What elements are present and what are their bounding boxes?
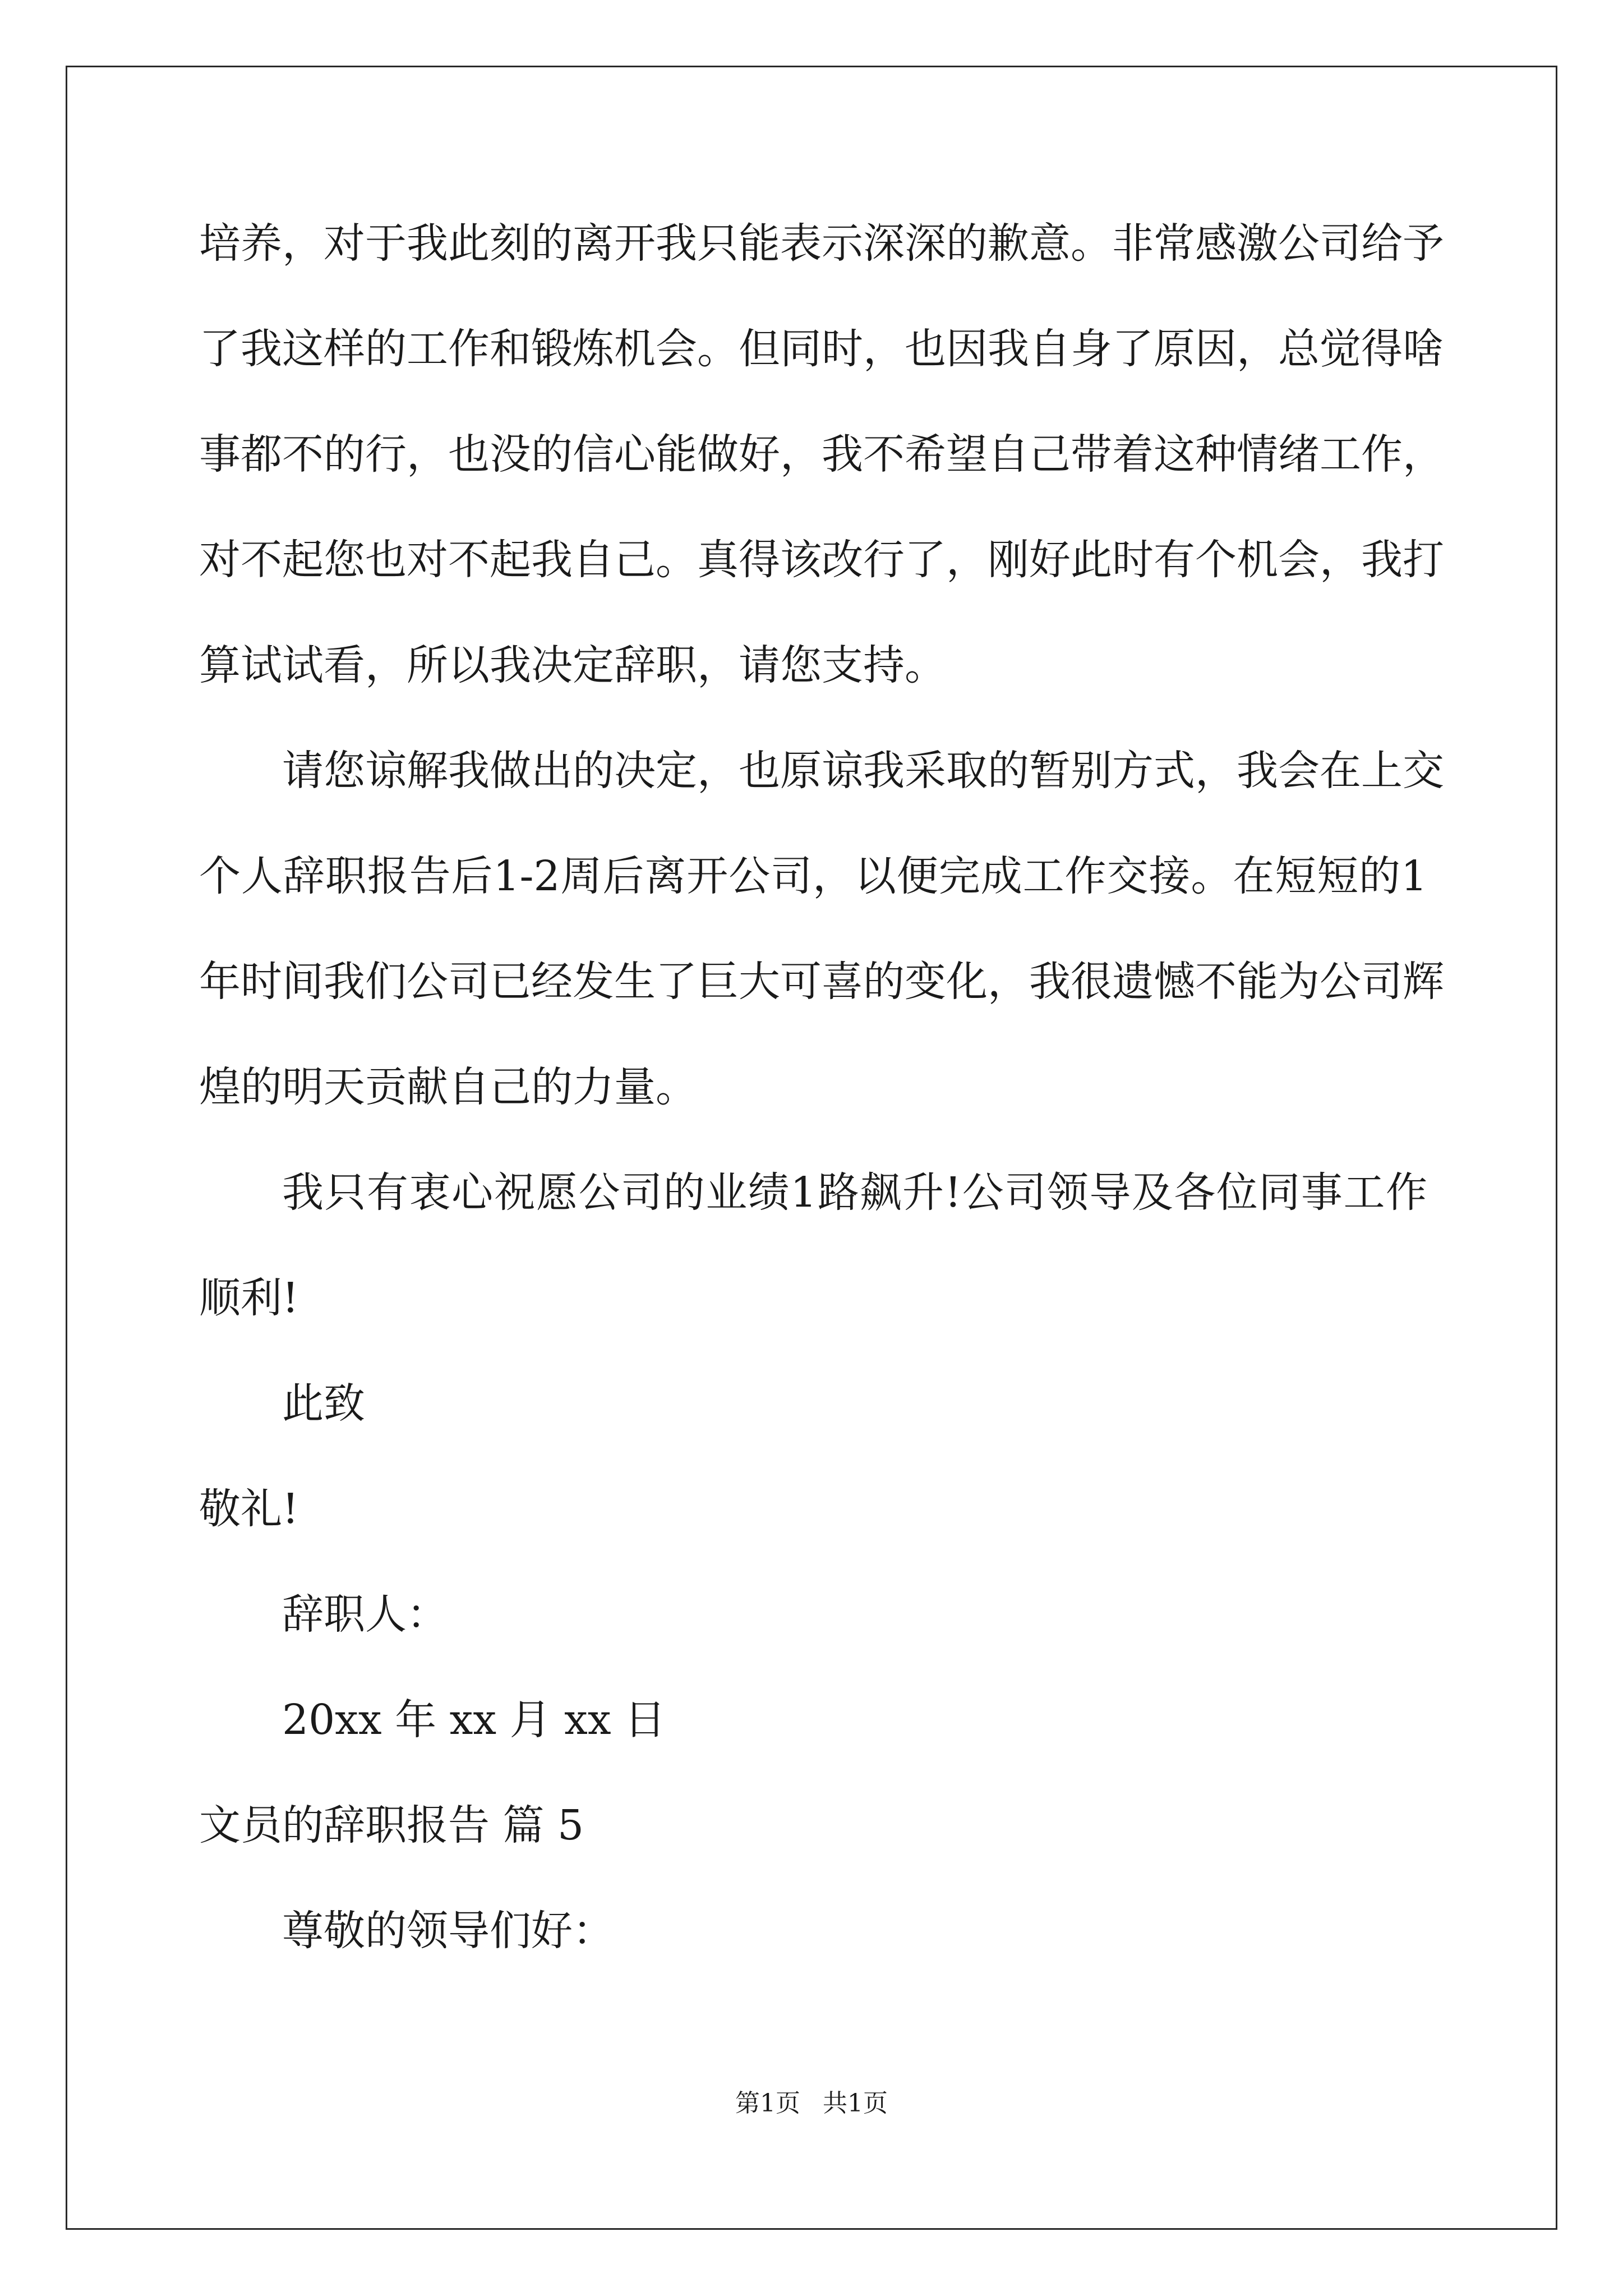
paragraph-line: 请您谅解我做出的决定，也原谅我采取的暂别方式，我会在上交: [282, 747, 1444, 795]
paragraph-line: 对不起您也对不起我自己。真得该改行了，刚好此时有个机会，我打: [199, 536, 1444, 584]
paragraph-line: 煌的明天贡献自己的力量。: [199, 1063, 697, 1111]
page-footer: [0, 2087, 1623, 2120]
date-line: 20xx 年 xx 月 xx 日: [282, 1696, 666, 1744]
page-number: 第1页: [735, 2089, 800, 2118]
signature-line: 辞职人：: [282, 1590, 448, 1639]
greeting-line: 尊敬的领导们好：: [282, 1907, 614, 1955]
paragraph-line: 培养，对于我此刻的离开我只能表示深深的歉意。非常感激公司给予: [199, 219, 1444, 268]
paragraph-line: 我只有衷心祝愿公司的业绩1路飙升!公司领导及各位同事工作: [282, 1168, 1427, 1217]
paragraph-line: 算试试看，所以我决定辞职，请您支持。: [199, 641, 946, 689]
paragraph-line: 了我这样的工作和锻炼机会。但同时，也因我自身了原因，总觉得啥: [199, 325, 1444, 373]
paragraph-line: 个人辞职报告后1-2周后离开公司，以便完成工作交接。在短短的1: [199, 852, 1427, 900]
section-heading: 文员的辞职报告 篇 5: [199, 1801, 584, 1849]
salutation-line: 敬礼!: [199, 1485, 299, 1533]
document-body: [199, 191, 1444, 1984]
page-total: 共1页: [823, 2089, 888, 2118]
paragraph-line: 顺利!: [199, 1274, 299, 1322]
paragraph-line: 年时间我们公司已经发生了巨大可喜的变化，我很遗憾不能为公司辉: [199, 958, 1444, 1006]
paragraph-line: 事都不的行，也没的信心能做好，我不希望自己带着这种情绪工作，: [199, 430, 1444, 478]
salutation-line: 此致: [282, 1379, 365, 1428]
